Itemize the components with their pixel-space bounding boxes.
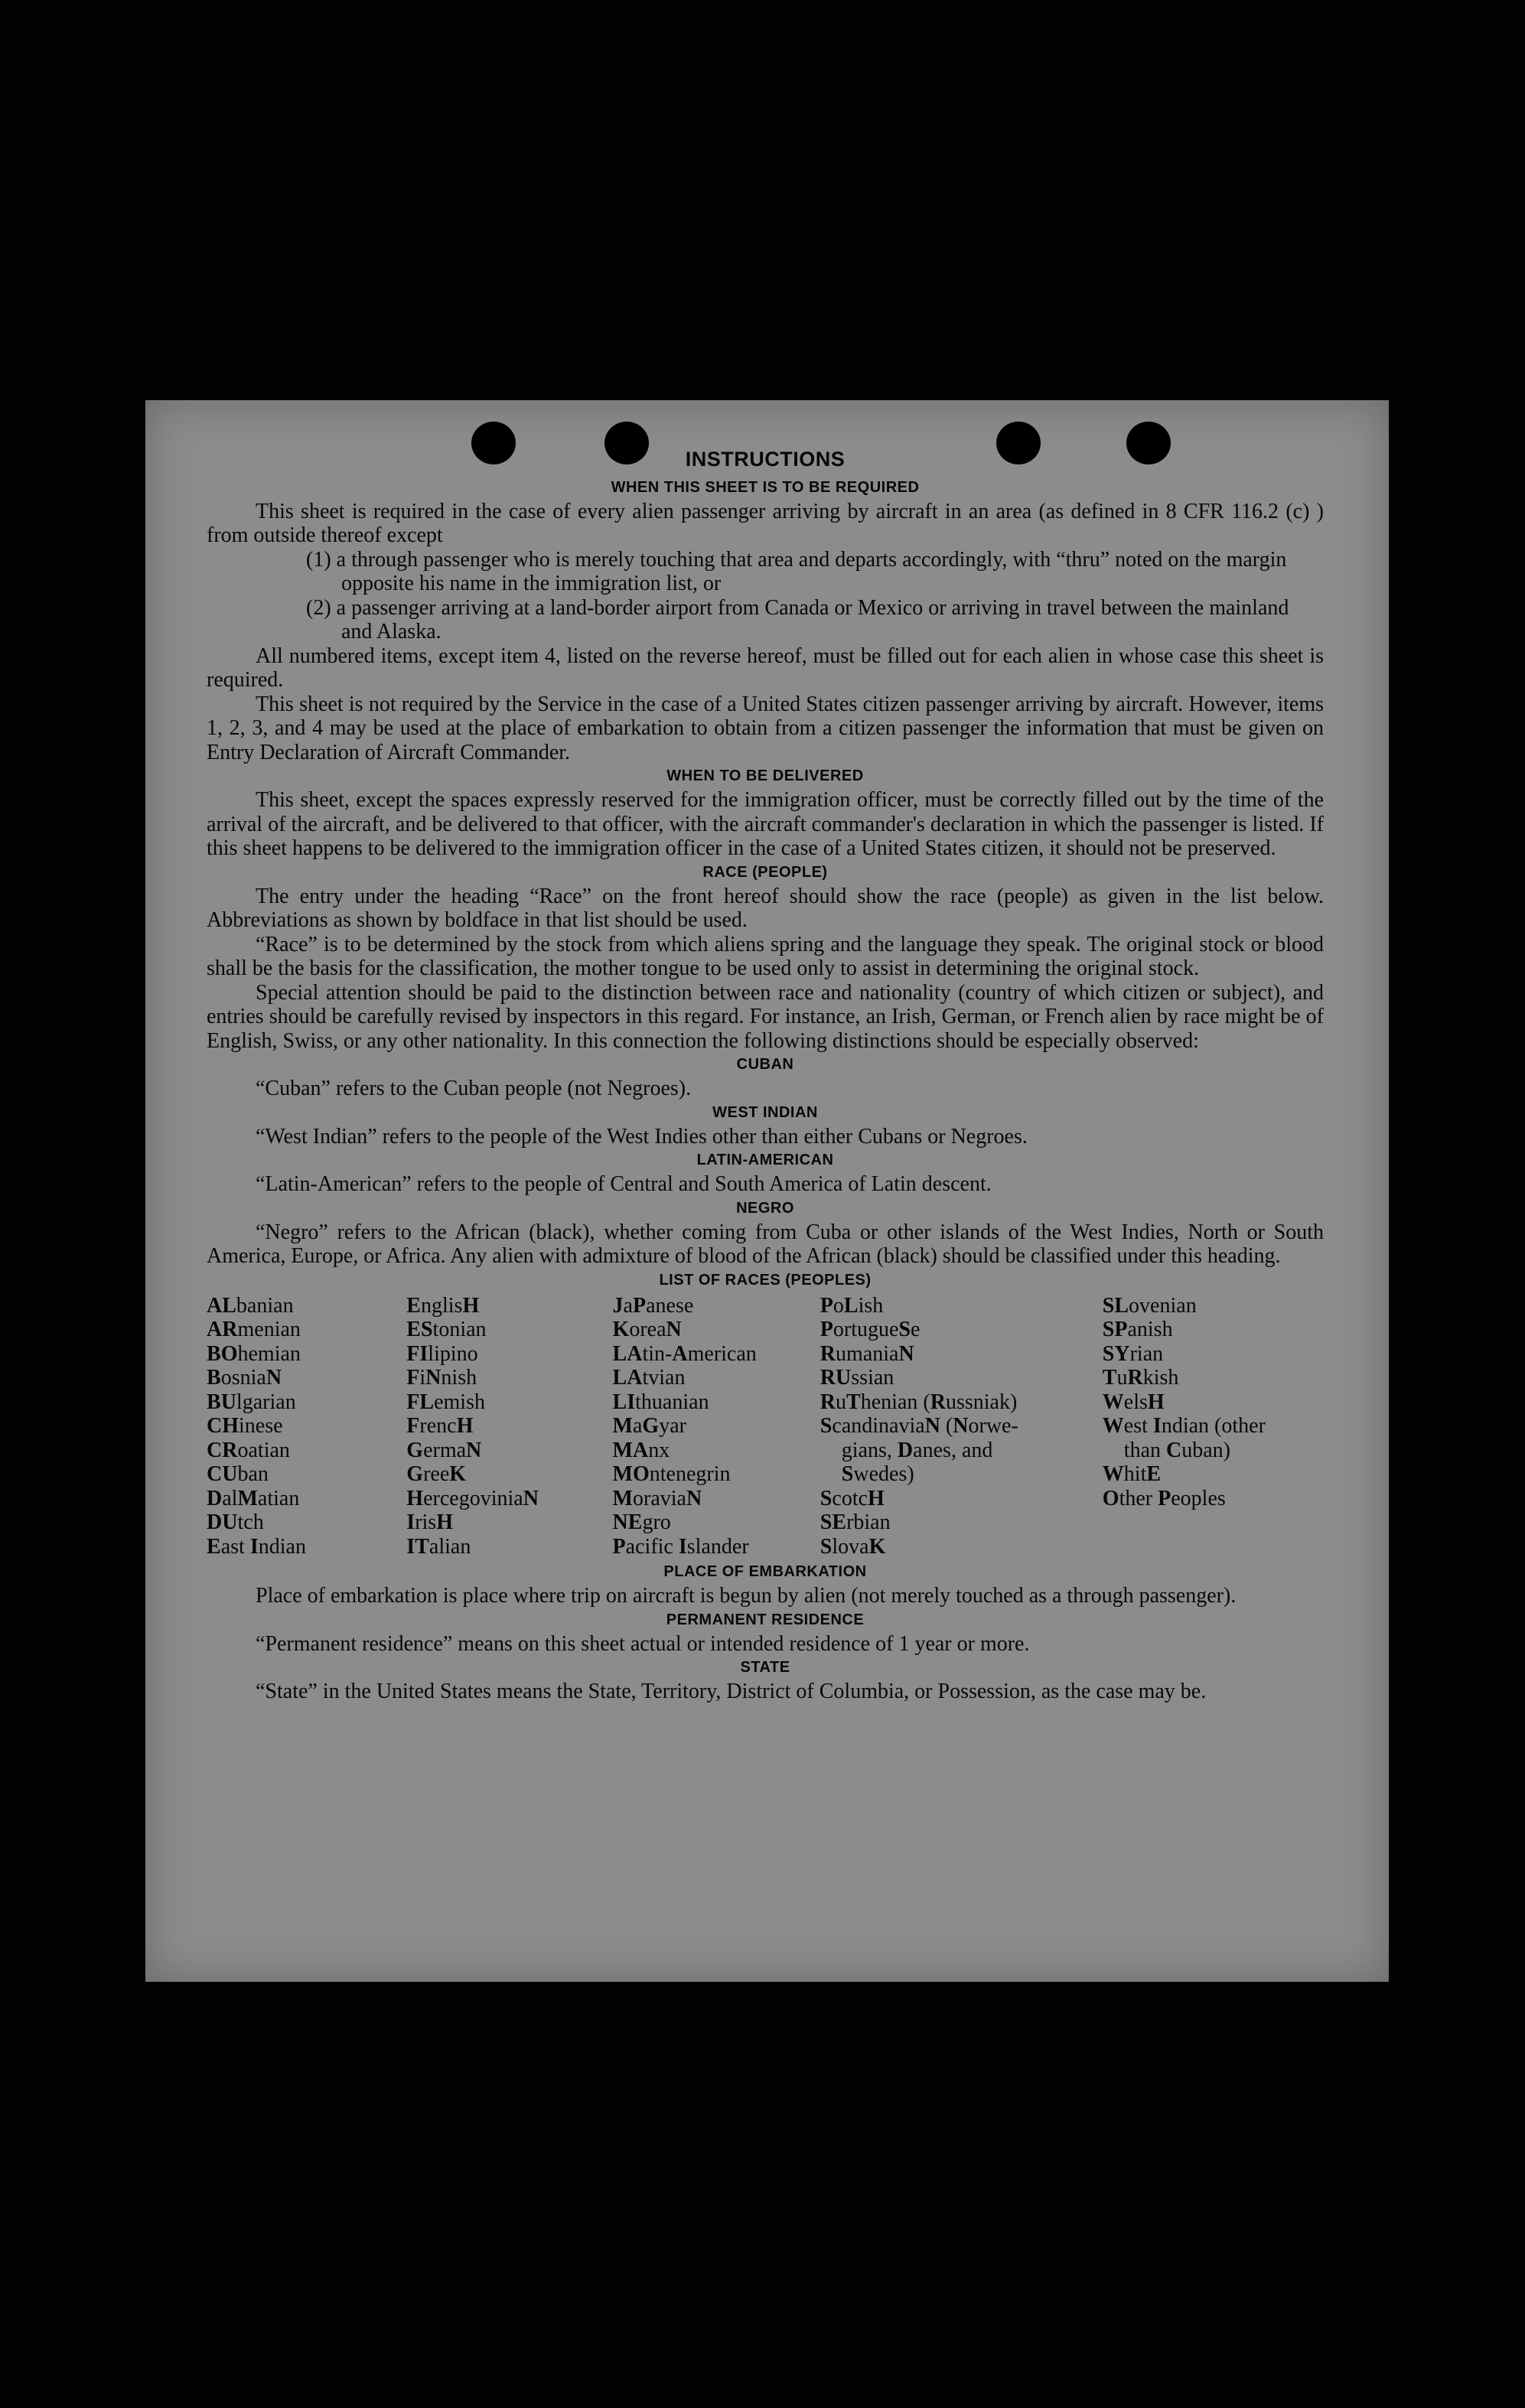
instruction-sheet (145, 400, 1389, 1982)
race-entry: PoLish (820, 1293, 884, 1318)
race-entry: EnglisH (406, 1293, 480, 1318)
paragraph: This sheet is required in the case of every alien passenger arriving by aircraft in an area (as defined in 8 CFR 116.2 (c) ) from outside thereof except (207, 499, 1324, 547)
section-heading: WEST INDIAN (712, 1103, 818, 1121)
race-entry: GermaN (406, 1438, 482, 1462)
section-heading: STATE (740, 1659, 790, 1676)
race-entry: ARmenian (207, 1318, 301, 1341)
paragraph: Place of embarkation is place where trip on aircraft is begun by alien (not merely touched as a through passenger). (256, 1584, 1237, 1608)
race-column (406, 1294, 612, 1559)
race-entry: MoraviaN (612, 1486, 702, 1510)
section-heading: PERMANENT RESIDENCE (666, 1611, 865, 1628)
list-item: (1) a through passenger who is merely touching that area and departs accordingly, with “thru” noted on the margin opposite his name in the immigration list, or (306, 547, 1287, 595)
paragraph: “Race” is to be determined by the stock from which aliens spring and the language they speak. The original stock or blood shall be the basis for the classification, the mother tongue to be used only to assist in determining the original stock. (207, 932, 1324, 980)
paragraph: “Permanent residence” means on this sheet actual or intended residence of 1 year or more. (256, 1631, 1030, 1656)
race-entry: FrencH (406, 1414, 474, 1438)
race-entry: DalMatian (207, 1486, 300, 1510)
paragraph: All numbered items, except item 4, listed on the reverse hereof, must be filled out for each alien in whose case this sheet is required. (207, 644, 1324, 692)
paragraph: This sheet is not required by the Service in the case of a United States citizen passenger arriving by aircraft. However, items 1, 2, 3, and 4 may be used at the place of embarkation to obtain from a citizen passenger the information that must be given on Entry Declaration of Aircraft Commander. (207, 692, 1324, 764)
race-column (820, 1294, 1103, 1559)
section-heading: WHEN TO BE DELIVERED (666, 767, 864, 784)
race-entry: SPanish (1102, 1318, 1173, 1341)
section-heading: RACE (PEOPLE) (702, 863, 828, 881)
race-entry-continued: gians, Danes, and (841, 1438, 993, 1462)
race-entry: PortugueSe (820, 1318, 921, 1341)
race-entry: MOntenegrin (612, 1462, 731, 1486)
race-column (1103, 1294, 1324, 1559)
race-entry: HercegoviniaN (406, 1486, 539, 1510)
race-entry: KoreaN (612, 1318, 682, 1341)
race-entry: West Indian (other (1102, 1414, 1266, 1438)
paragraph: “Latin-American” refers to the people of Central and South America of Latin descent. (256, 1172, 992, 1196)
race-entry: RuThenian (Russniak) (820, 1390, 1018, 1414)
paragraph: “West Indian” refers to the people of the West Indies other than either Cubans or Negroes. (256, 1124, 1028, 1149)
race-list (207, 1294, 1324, 1559)
race-entry: BosniaN (207, 1366, 282, 1390)
section-heading: LIST OF RACES (PEOPLES) (659, 1271, 872, 1289)
race-entry: JaPanese (612, 1293, 694, 1318)
race-entry: FIlipino (406, 1341, 478, 1366)
race-entry: ScotcH (820, 1486, 885, 1510)
race-column (613, 1294, 820, 1559)
paragraph: “Negro” refers to the African (black), whether coming from Cuba or other islands of the West Indies, North or South America, Europe, or Africa. Any alien with admixture of blood of the African (black) should be classified under this heading. (207, 1220, 1324, 1268)
race-entry: GreeK (406, 1462, 467, 1486)
page-title: INSTRUCTIONS (685, 448, 846, 471)
race-entry: SYrian (1102, 1341, 1164, 1366)
paragraph: Special attention should be paid to the distinction between race and nationality (country of which citizen or subject), and entries should be carefully revised by inspectors in this regard. For instance, an Irish, German, or French alien by race might be of English, Swiss, or any other nationality. In this connection the following distinctions should be especially observed: (207, 980, 1324, 1053)
paragraph: “State” in the United States means the State, Territory, District of Columbia, or Possession, as the case may be. (256, 1680, 1207, 1703)
race-entry: IrisH (406, 1510, 453, 1534)
race-entry: ScandinaviaN (Norwe- (820, 1414, 1018, 1438)
race-entry: WelsH (1102, 1390, 1165, 1414)
paragraph: The entry under the heading “Race” on the front hereof should show the race (people) as given in the list below. Abbreviations as shown by boldface in that list should be used. (207, 884, 1324, 932)
race-entry: ITalian (406, 1534, 471, 1559)
race-entry: ALbanian (207, 1293, 294, 1318)
section-heading: LATIN-AMERICAN (696, 1152, 834, 1168)
race-entry: SlovaK (820, 1534, 886, 1559)
section-heading: WHEN THIS SHEET IS TO BE REQUIRED (611, 478, 920, 496)
race-column (207, 1294, 406, 1559)
race-entry: Pacific Islander (612, 1534, 749, 1559)
paragraph: “Cuban” refers to the Cuban people (not Negroes). (256, 1077, 692, 1100)
race-entry: CRoatian (207, 1438, 290, 1462)
race-entry: CUban (207, 1462, 269, 1486)
race-entry: WhitE (1102, 1462, 1162, 1486)
race-entry: LAtin-American (612, 1341, 757, 1366)
race-entry: MAnx (612, 1438, 670, 1462)
paragraph: This sheet, except the spaces expressly reserved for the immigration officer, must be correctly filled out by the time of the arrival of the aircraft, and be delivered to that officer, with the aircraft commander's declaration in which the passenger is listed. If this sheet happens to be delivered to the immigration officer in the case of a United States citizen, it should not be preserved. (207, 788, 1324, 860)
race-entry-continued: Swedes) (841, 1462, 914, 1486)
race-entry: Other Peoples (1102, 1486, 1226, 1510)
race-entry: LIthuanian (612, 1390, 709, 1414)
race-entry: SErbian (820, 1510, 891, 1534)
race-entry: RumaniaN (820, 1341, 914, 1366)
section-heading: NEGRO (736, 1199, 794, 1217)
race-entry: BOhemian (207, 1341, 301, 1366)
race-entry: EStonian (406, 1318, 487, 1341)
race-entry: FLemish (406, 1390, 485, 1414)
section-heading: PLACE OF EMBARKATION (663, 1563, 867, 1580)
race-entry-continued: than Cuban) (1123, 1438, 1230, 1462)
race-entry: MaGyar (612, 1414, 686, 1438)
race-entry: LAtvian (612, 1366, 686, 1390)
list-item: (2) a passenger arriving at a land-border airport from Canada or Mexico or arriving in travel between the mainland and Alaska. (306, 595, 1289, 644)
race-entry: CHinese (207, 1414, 283, 1438)
race-entry: DUtch (207, 1510, 264, 1534)
section-heading: CUBAN (736, 1056, 794, 1073)
race-entry: NEgro (612, 1510, 671, 1534)
race-entry: East Indian (207, 1534, 306, 1559)
race-entry: BUlgarian (207, 1390, 296, 1414)
race-entry: SLovenian (1102, 1293, 1197, 1318)
race-entry: FiNnish (406, 1366, 477, 1390)
sheet-content (207, 448, 1324, 1704)
race-entry: RUssian (820, 1366, 894, 1390)
race-entry: TuRkish (1102, 1366, 1179, 1390)
